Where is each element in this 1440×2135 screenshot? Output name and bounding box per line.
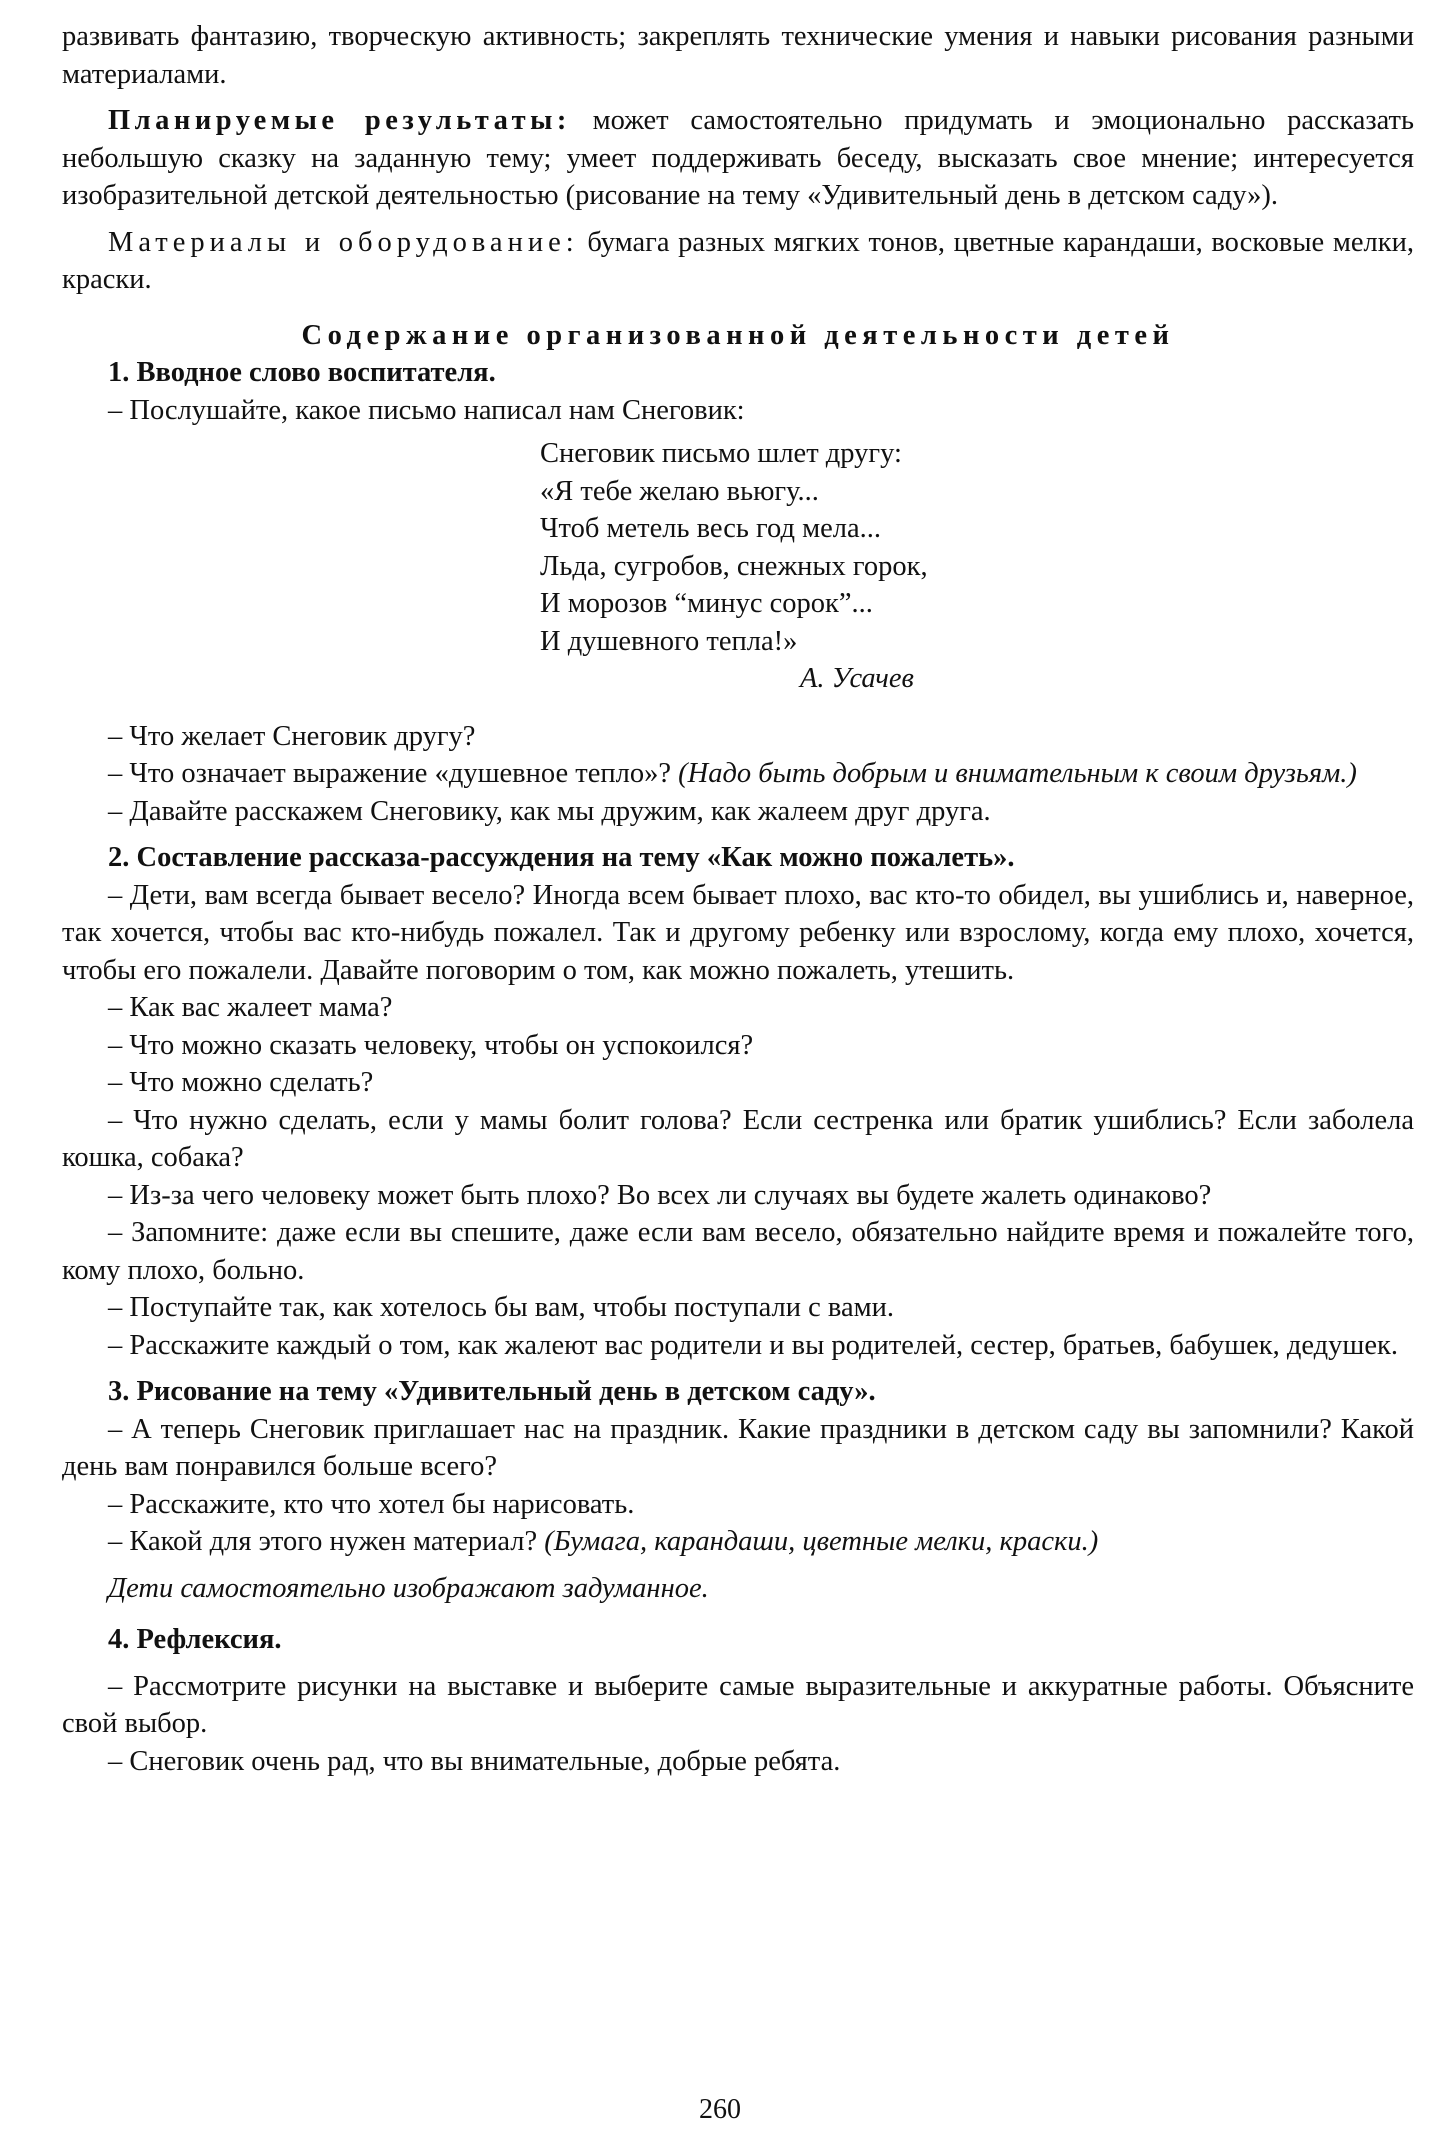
step3-paragraph: – Расскажите, кто что хотел бы нарисовать.: [108, 1488, 635, 1520]
step1-question2-answer: (Надо быть добрым и внимательным к своим друзьям.): [678, 758, 1357, 789]
step3-question-text: – Какой для этого нужен материал?: [108, 1526, 545, 1557]
poem-line: И душевного тепла!»: [540, 625, 798, 657]
poem-line: Льда, сугробов, снежных горок,: [540, 550, 928, 582]
materials-paragraph: [62, 224, 1414, 299]
poem-line: «Я тебе желаю вьюгу...: [540, 475, 819, 507]
step2-paragraph: – Что можно сделать?: [108, 1067, 374, 1098]
step4-paragraph: – Снеговик очень рад, что вы внимательные, добрые ребята.: [108, 1745, 841, 1777]
planned-results-text: может самостоятельно придумать и эмоционально рассказать небольшую сказку на заданную тему; умеет поддерживать беседу, высказать свое мнение; интересуется изобразительной детской деятельностью (рисование на тему «Удивительный день в детском саду»).: [62, 105, 1414, 211]
step2-paragraph: – Дети, вам всегда бывает весело? Иногда всем бывает плохо, вас кто-то обидел, вы ушиблись и, наверное, так хочется, чтобы вас кто-нибудь пожалел. Так и другому ребенку или взрослому, когда ему плохо, хочется, чтобы его пожалели. Давайте поговорим о том, как можно пожалеть, утешить.: [62, 879, 1414, 986]
poem-line: Снеговик письмо шлет другу:: [540, 438, 902, 469]
step4-paragraph: – Рассмотрите рисунки на выставке и выберите самые выразительные и аккуратные работы. Объясните свой выбор.: [62, 1670, 1414, 1739]
materials-text: бумага разных мягких тонов, цветные карандаши, восковые мелки, краски.: [62, 226, 1415, 295]
step1-line1: – Послушайте, какое письмо написал нам Снеговик:: [108, 394, 745, 426]
step2-paragraph: – Из-за чего человеку может быть плохо? Во всех ли случаях вы будете жалеть одинаково?: [108, 1179, 1212, 1211]
poem-line: И морозов “минус сорок”...: [540, 588, 873, 619]
step2-paragraph: – Запомните: даже если вы спешите, даже если вам весело, обязательно найдите время и пожалейте того, кому плохо, больно.: [62, 1217, 1414, 1286]
step2-title: 2. Составление рассказа-рассуждения на тему «Как можно пожалеть».: [108, 842, 1015, 873]
step1-question2-text: – Что означает выражение «душевное тепло»?: [108, 758, 679, 789]
step2-paragraph: – Поступайте так, как хотелось бы вам, чтобы поступали с вами.: [108, 1292, 895, 1323]
step1-question2: [62, 755, 1414, 793]
step3-question-answer: (Бумага, карандаши, цветные мелки, краски.): [544, 1526, 1099, 1557]
materials-label: Материалы и оборудование:: [108, 226, 579, 258]
step2-paragraph: – Что нужно сделать, если у мамы болит голова? Если сестренка или братик ушиблись? Если заболела кошка, собака?: [62, 1104, 1414, 1173]
intro-paragraph: развивать фантазию, творческую активность; закреплять технические умения и навыки рисования разными материалами.: [62, 21, 1414, 90]
step2-paragraph: – Как вас жалеет мама?: [108, 992, 393, 1023]
planned-results-label: Планируемые результаты:: [108, 105, 571, 136]
section-heading: Содержание организованной деятельности детей: [301, 319, 1175, 351]
document-page: [62, 18, 1414, 1780]
poem: [540, 435, 1414, 660]
poem-line: Чтоб метель весь год мела...: [540, 513, 881, 544]
page-number: 260: [699, 2094, 741, 2125]
step3-title: 3. Рисование на тему «Удивительный день в детском саду».: [108, 1376, 876, 1407]
step3-paragraph: [62, 1523, 1414, 1561]
step3-paragraph: – А теперь Снеговик приглашает нас на праздник. Какие праздники в детском саду вы запомнили? Какой день вам понравился больше всего?: [62, 1413, 1414, 1482]
poem-author: А. Усачев: [800, 663, 914, 694]
step4-title: 4. Рефлексия.: [108, 1624, 282, 1655]
step1-question3: – Давайте расскажем Снеговику, как мы дружим, как жалеем друг друга.: [108, 795, 991, 827]
planned-results-paragraph: [62, 102, 1414, 215]
step1-title: 1. Вводное слово воспитателя.: [108, 357, 496, 388]
step2-paragraph: – Что можно сказать человеку, чтобы он успокоился?: [108, 1029, 754, 1061]
step3-note: Дети самостоятельно изображают задуманное.: [108, 1572, 709, 1604]
step2-paragraph: – Расскажите каждый о том, как жалеют вас родители и вы родителей, сестер, братьев, бабушек, дедушек.: [108, 1329, 1398, 1361]
step1-question1: – Что желает Снеговик другу?: [108, 720, 476, 752]
